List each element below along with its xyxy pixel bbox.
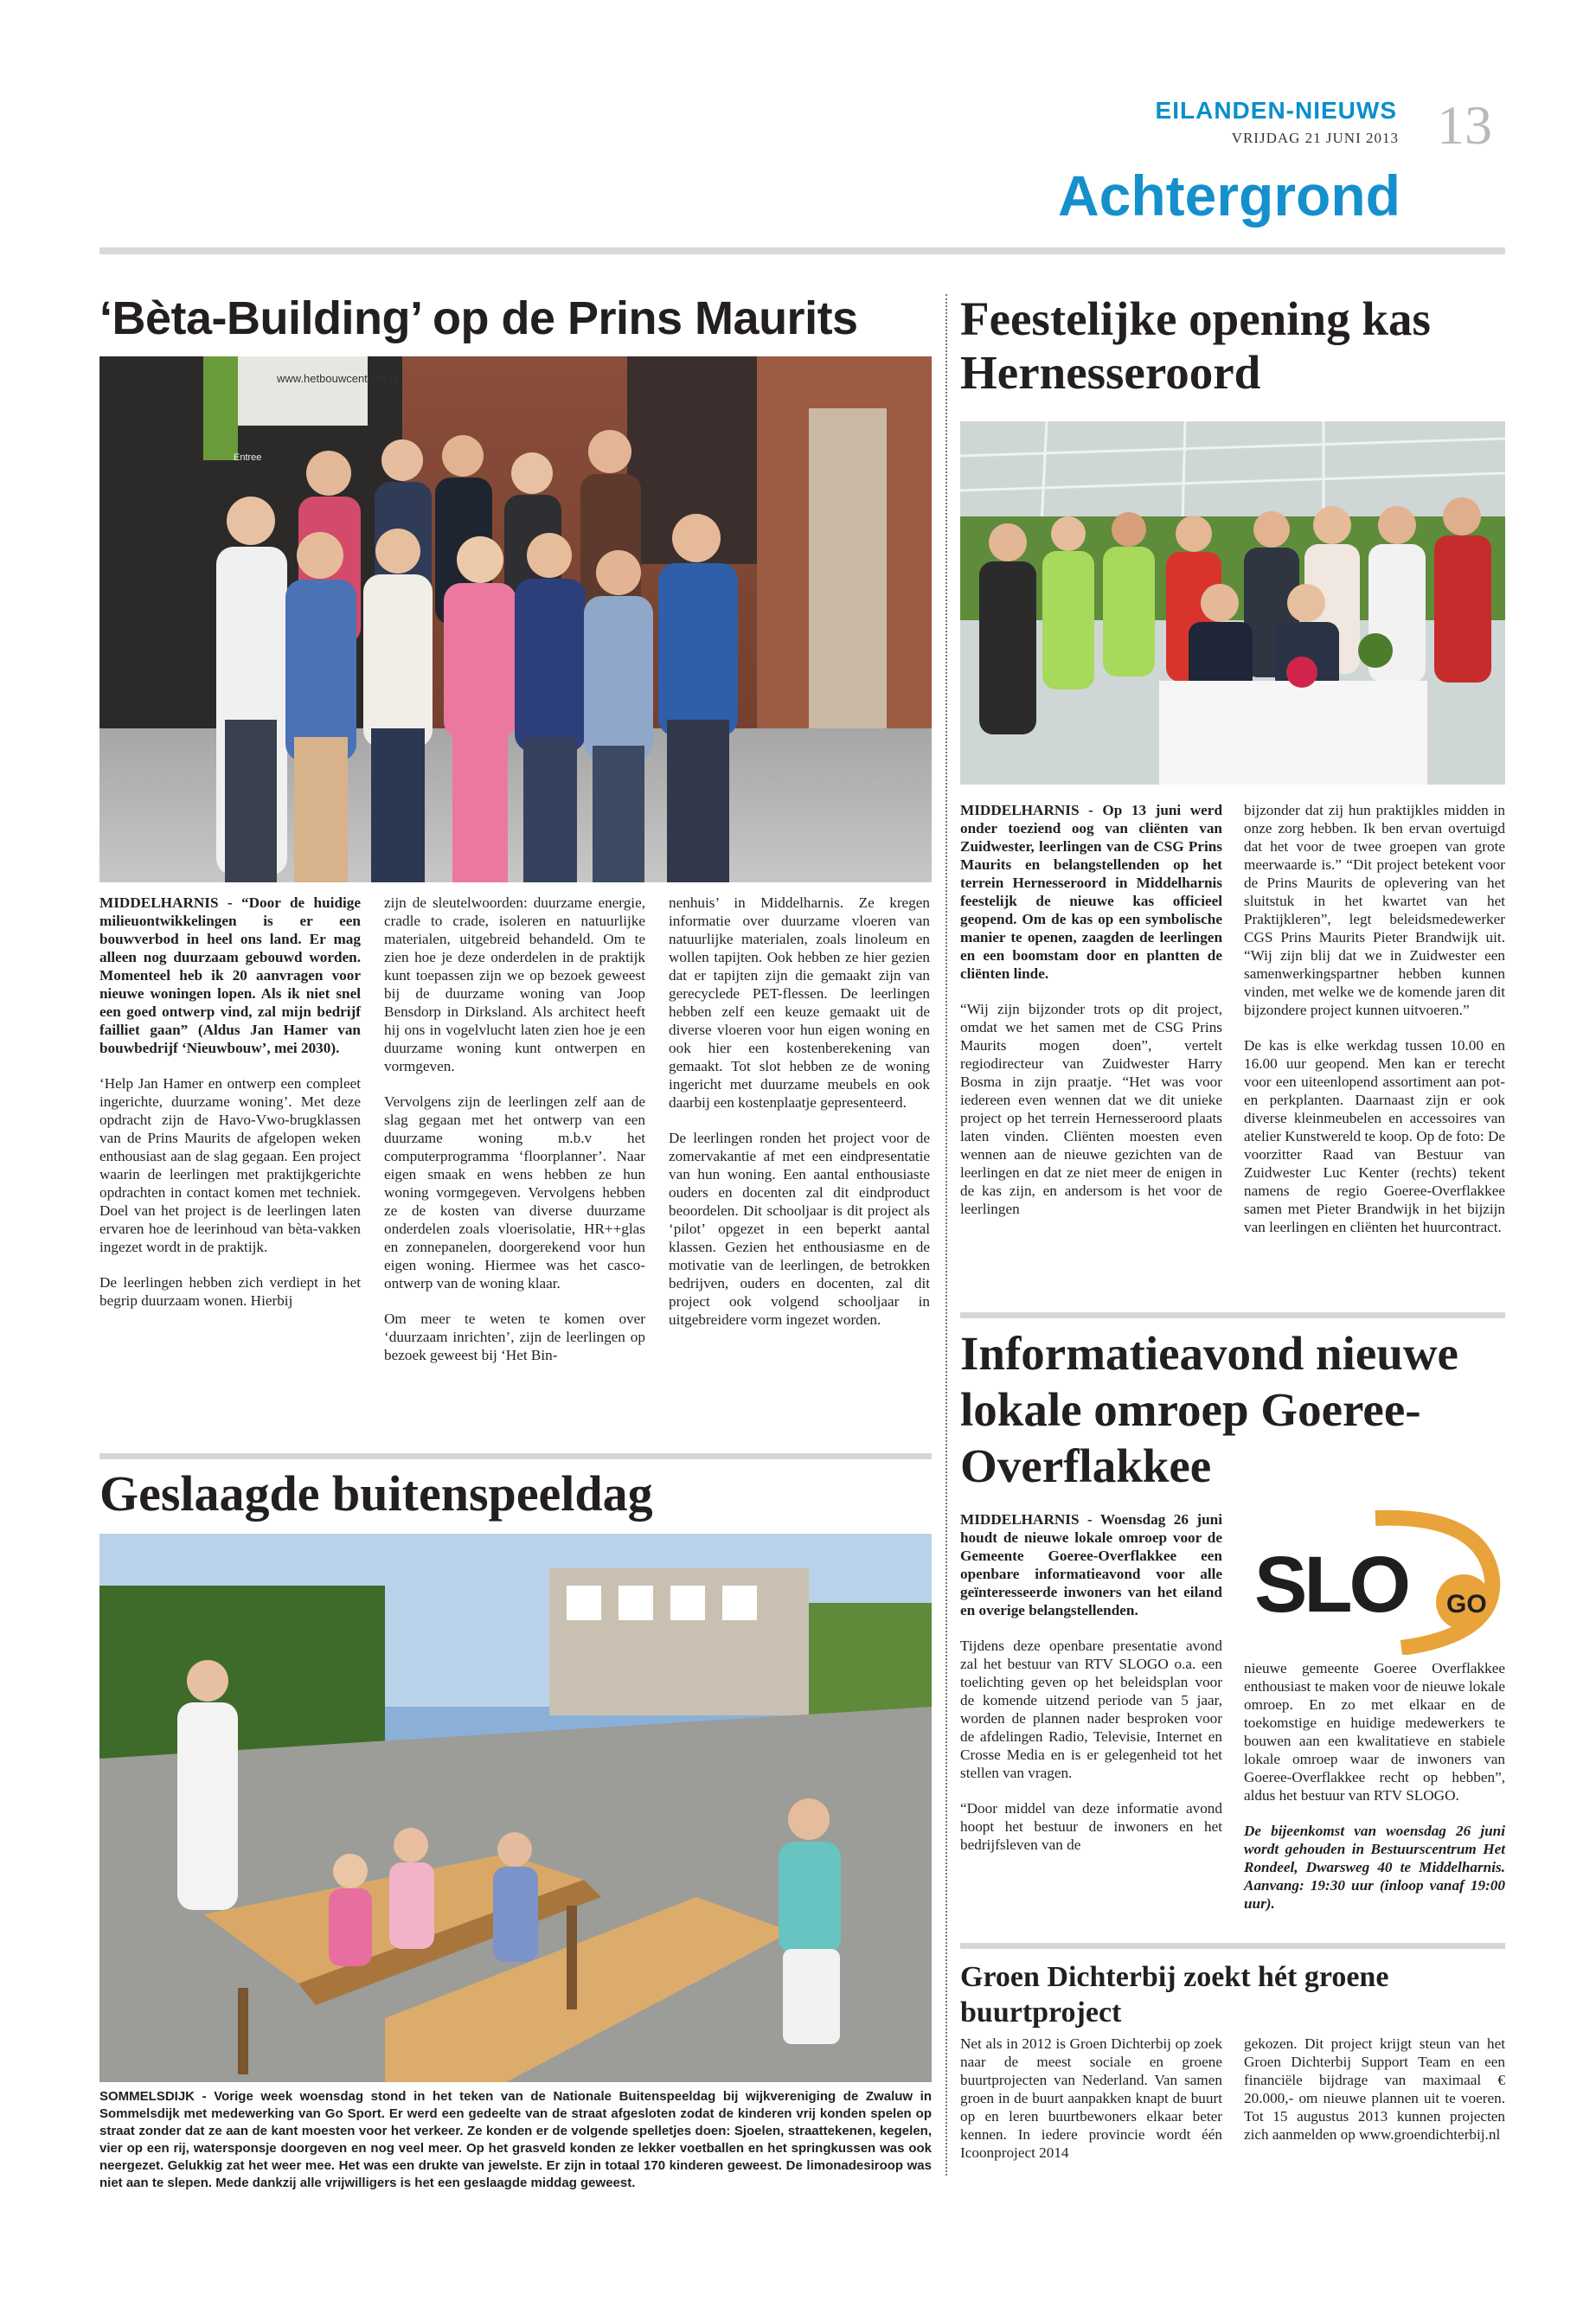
omroep-lead-paragraph: MIDDELHARNIS - Woensdag 26 juni houdt de nieuwe lokale omroep voor de Gemeente Goeree-Overflakkee een openbare informatieavond voor alle geïnteresseerde inwoners van het eiland en overige belangstellenden. xyxy=(960,1511,1222,1618)
feest-paragraph: De kas is elke werkdag tussen 10.00 en 16.00 uur geopend. Men kan er terecht voor een uiteenlopend assortiment aan pot- en perkplanten. Daarnaast zijn er ook diverse kleinmeubelen en accessoires van atelier Kunstwereld te koop. Op de foto: De voorzitter Raad van Bestuur van Zuidwester Luc Kenter (rechts) tekent namens de regio Goeree-Overflakkee samen met Pieter Brandwijk in het bijzijn van leerlingen en cliënten het huurcontract. xyxy=(1244,1037,1505,1235)
beta-paragraph: ‘Help Jan Hamer en ontwerp een compleet ingerichte, duurzame woning’. Met deze opdracht zijn de Havo-Vwo-brugklassen van de Prins Maurits de afgelopen weken enthousiast aan de slag gegaan. Een project waarin de leerlingen met praktijkgerichte opdrachten in contact komen met techniek. Doel van het project is de leerlingen laten ervaren hoe de leerinhoud van bèta-vakken ingezet wordt in de praktijk. xyxy=(99,1075,361,1255)
omroep-event-details: De bijeenkomst van woensdag 26 juni wordt gehouden in Bestuurscentrum Het Rondeel, Dwarsweg 40 te Middelharnis. Aanvang: 19:30 uur (inloop vanaf 19:00 uur). xyxy=(1244,1823,1505,1912)
feest-lead-paragraph: MIDDELHARNIS - Op 13 juni werd onder toeziend oog van cliënten van Zuidwester, leerlingen van de CSG Prins Maurits en belangstellenden op het terrein Hernesseroord in Middelharnis feestelijk de nieuwe kas officieel geopend. Om de kas op een symbolische manier te openen, zaagden de leerlingen en een boomstam door en plantten de cliënten linde. xyxy=(960,802,1222,982)
beta-column-3 xyxy=(669,894,930,1346)
groen-paragraph: gekozen. Dit project krijgt steun van het Groen Dichterbij Support Team en een financiële bijdrage van maximaal € 20.000,- om nieuwe plannen uit te voeren. Tot 15 augustus 2013 kunnen projecten zich aanmelden op www.groendichterbij.nl xyxy=(1244,2035,1505,2143)
feest-paragraph: bijzonder dat zij hun praktijkles midden in onze zorg hebben. Ik ben ervan overtuigd dat het voor de twee groepen van grote meerwaarde is.” “Dit project betekent voor de Prins Maurits de oplevering van het sluitstuk in het kwartet van het Praktijkleren”, legt beleidsmedewerker CGS Prins Maurits Pieter Brandwijk uit. “Wij zijn blij dat we in Zuidwester een samenwerkingspartner hebben kunnen vinden, met welke we de komende jaren dit bijzondere project kunnen uitvoeren.” xyxy=(1244,802,1505,1018)
page-number: 13 xyxy=(1437,94,1492,156)
column-divider xyxy=(945,294,947,2176)
headline-groen-dichterbij: Groen Dichterbij zoekt hét groene buurtproject xyxy=(960,1961,1389,2029)
omroep-paragraph: “Door middel van deze informatie avond hoopt het bestuur de inwoners en het bedrijfsleven van de xyxy=(960,1800,1222,1853)
beta-column-1 xyxy=(99,894,361,1327)
section-rule xyxy=(99,1453,932,1459)
beta-paragraph: nenhuis’ in Middelharnis. Ze kregen informatie over duurzame vloeren van natuurlijke materialen, zoals linoleum en wollen tapijten. Ook hebben ze hier gezien dat er tapijten zijn die gemaakt zijn van gerecyclede PET-flessen. De leerlingen hebben zelf een keuze gemaakt uit de diverse vloeren voor hun eigen woning en ook hier een kostenberekening van gemaakt. Tot slot hebben ze de woning ingericht met duurzame meubels en ook daarbij een kostenplaatje gepresenteerd. xyxy=(669,894,930,1111)
newspaper-brand: EILANDEN-NIEUWS xyxy=(1155,97,1397,124)
beta-paragraph: De leerlingen hebben zich verdiept in het begrip duurzaam wonen. Hierbij xyxy=(99,1274,361,1309)
feest-paragraph: “Wij zijn bijzonder trots op dit project, omdat we het samen met de CSG Prins Maurits mogen doen”, vertelt regiodirecteur van Zuidwester Harry Bosma in zijn praatje. “Het was voor iedereen even wennen dat we dit unieke project op het terrein Hernesseroord plaats laten vinden. Cliënten moesten even wennen aan de nieuwe gezichten van de leerlingen en dat ze niet meer de enigen in de kas zijn, en andersom is het voor de leerlingen xyxy=(960,1001,1222,1217)
photo-sign-website: www.hetbouwcentrum.nl xyxy=(277,372,399,385)
section-rule xyxy=(960,1943,1505,1949)
photo-sign-entrance: Entree xyxy=(234,452,262,463)
beta-paragraph: Om meer te weten te komen over ‘duurzaam inrichten’, zijn de leerlingen op bezoek geweest bij ‘Het Bin- xyxy=(384,1311,645,1363)
feest-column-2 xyxy=(1244,801,1505,1253)
omroep-paragraph: nieuwe gemeente Goeree Overflakkee enthousiast te maken voor de nieuwe lokale omroep. En zo met elkaar en de toekomstige en huidige medewerkers te bouwen aan een kwalitatieve en stabiele lokale omroep waar de inwoners van Goeree-Overflakkee recht op hebben”, aldus het bestuur van RTV SLOGO. xyxy=(1244,1660,1505,1804)
beta-paragraph: De leerlingen ronden het project voor de zomervakantie af met een eindpresentatie van hun woning. Een aantal enthousiaste ouders en docenten zal dit eindproduct beoordelen. Dit schooljaar is dit project als ‘pilot’ opgezet in een beperkt aantal klassen. Gezien het enthousiasme en de motivatie van de leerlingen, de betrokken bedrijven, ouders en docenten, zal dit project ook volgend schooljaar in uitgebreidere vorm ingezet worden. xyxy=(669,1130,930,1328)
headline-beta-building: ‘Bèta-Building’ op de Prins Maurits xyxy=(99,292,858,344)
photo-buitenspeeldag xyxy=(99,1534,932,2082)
omroep-column-1 xyxy=(960,1510,1222,1871)
omroep-paragraph: Tijdens deze openbare presentatie avond zal het bestuur van RTV SLOGO o.a. een toelichting geven op het beleidsplan voor de komende uitzend periode van 5 jaar, worden de plannen nader besproken voor de afdelingen Radio, Televisie, Internet en Crosse Media en is er gelegenheid tot het stellen van vragen. xyxy=(960,1638,1222,1781)
greenhouse-photo-illustration xyxy=(960,421,1505,785)
headline-buitenspeeldag: Geslaagde buitenspeeldag xyxy=(99,1465,653,1522)
omroep-column-2 xyxy=(1244,1659,1505,1930)
beta-paragraph: zijn de sleutelwoorden: duurzame energie, cradle to crade, isoleren en natuurlijke materialen, uitgebreid behandeld. Om te zien hoe je deze onderdelen in de praktijk kunt toepassen zijn we op bezoek geweest bij de duurzame woning van Joop Bensdorp in Dirksland. Als architect heeft hij ons in vogelvlucht laten zien hoe je een duurzame woning kunt ontwerpen en vormgeven. xyxy=(384,894,645,1074)
photo-students-group xyxy=(99,356,932,882)
students-photo-illustration xyxy=(99,356,932,882)
headline-informatieavond: Informatieavond nieuwe lokale omroep Goeree-Overflakkee xyxy=(960,1327,1458,1492)
section-title: Achtergrond xyxy=(1058,163,1401,228)
beta-paragraph: Vervolgens zijn de leerlingen zelf aan de slag gegaan met het ontwerp van een duurzame woning m.b.v het computerprogramma ‘floorplanner’. Naar eigen smaak en wens hebben ze hun woning vormgegeven. Vervolgens hebben ze de kosten van diverse duurzame onderdelen zoals vloerisolatie, HR++glas en zonnepanelen, doorgerekend voor hun eigen woning. Hiermee was het casco-ontwerp van de woning klaar. xyxy=(384,1093,645,1292)
playday-photo-illustration xyxy=(99,1534,932,2082)
photo-kas-opening xyxy=(960,421,1505,785)
playday-caption: SOMMELSDIJK - Vorige week woensdag stond in het teken van de Nationale Buitenspeeldag bij wijkvereniging de Zwaluw in Sommelsdijk met medewerking van Go Sport. Er werd een gedeelte van de straat afgesloten zodat de kinderen vrij konden spelen op straat zonder dat ze aan de kant moesten voor het verkeer. Ze konden er de volgende spelletjes doen: Sjoelen, straattekenen, kegelen, vier op een rij, watersponsje doorgeven en nog veel meer. Op het grasveld konden ze lekker voetballen en het springkussen was ook neergezet. Gelukkig zat het weer mee. Het was een drukte van jewelste. Er zijn in totaal 170 kinderen geweest. De limonadesiroop was niet aan te slepen. Mede dankzij alle vrijwilligers is het een geslaagde middag geweest. xyxy=(99,2089,932,2190)
issue-date: VRIJDAG 21 JUNI 2013 xyxy=(1231,130,1399,146)
groen-column-2 xyxy=(1244,2035,1505,2161)
beta-lead-paragraph: MIDDELHARNIS - “Door de huidige milieuontwikkelingen is er een bouwverbod in heel ons land. Er mag alleen nog duurzaam gebouwd worden. Momenteel heb ik 20 aanvragen voor nieuwe woningen lopen. Als ik niet snel een goed ontwerp vind, zal mijn bedrijf failliet gaan” (Aldus Jan Hamer van bouwbedrijf ‘Nieuwbouw’, mei 2030). xyxy=(99,894,361,1056)
beta-column-2 xyxy=(384,894,645,1381)
slogo-logo xyxy=(1246,1505,1505,1655)
logo-text: SLO xyxy=(1254,1541,1408,1629)
feest-column-1 xyxy=(960,801,1222,1235)
headline-feestelijke-opening: Feestelijke opening kas Hernesseroord xyxy=(960,292,1431,399)
section-rule xyxy=(960,1312,1505,1318)
logo-subtext: GO xyxy=(1446,1590,1487,1618)
top-rule xyxy=(99,247,1505,254)
groen-column-1 xyxy=(960,2035,1222,2179)
slogo-logo-mark xyxy=(1246,1505,1505,1655)
groen-paragraph: Net als in 2012 is Groen Dichterbij op zoek naar de meest sociale en groene buurtprojecten van Nederland. Van samen groen in de buurt aanpakken knapt de buurt op en leren buurtbewoners elkaar beter kennen. In iedere provincie wordt één Icoonproject 2014 xyxy=(960,2035,1222,2161)
